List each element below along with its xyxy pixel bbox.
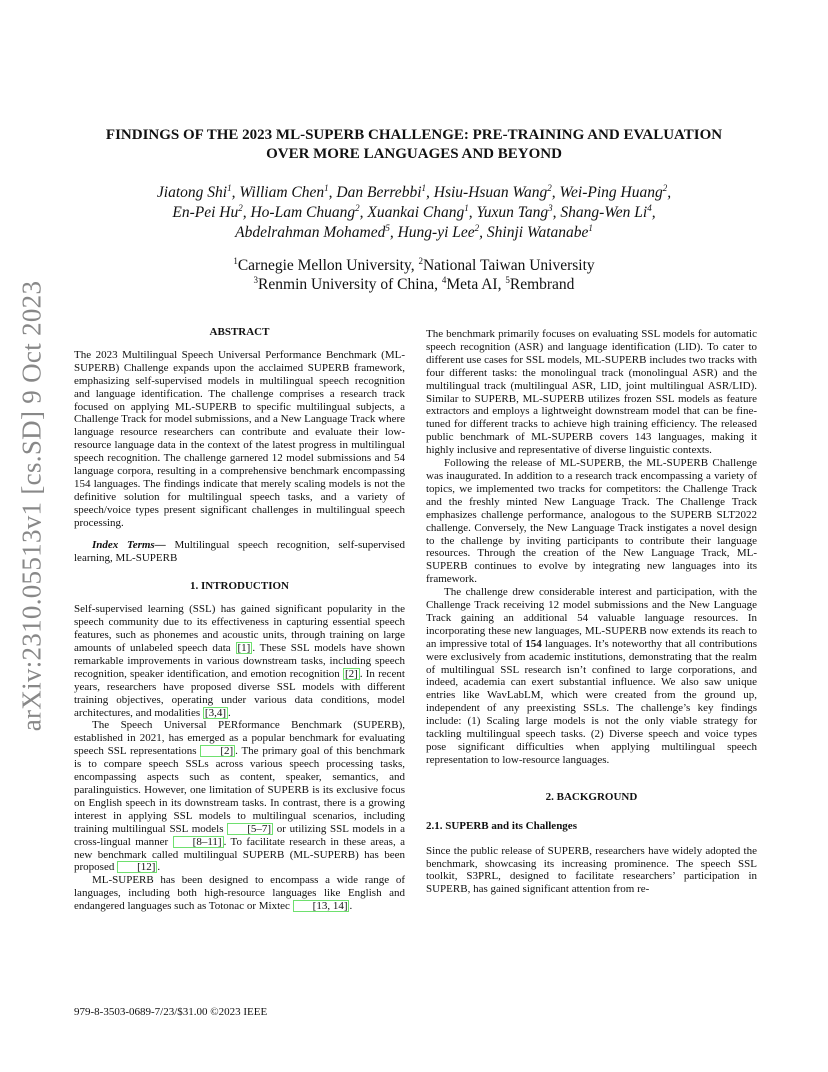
citation-link[interactable]: [8–11]	[173, 836, 224, 848]
arxiv-stamp	[8, 280, 56, 732]
citation-link[interactable]: [12]	[117, 861, 157, 873]
citation-link[interactable]: [1]	[237, 642, 251, 655]
subsection-heading: 2.1. SUPERB and its Challenges	[426, 819, 577, 832]
affiliations	[60, 256, 768, 294]
citation-link[interactable]: [2]	[200, 745, 235, 757]
citation-link[interactable]: [13, 14]	[293, 900, 350, 912]
index-terms: Index Terms— Multilingual speech recognition, self-supervised learning, ML-SUPERB	[74, 538, 405, 564]
paper-title	[60, 126, 768, 164]
title-line-2: OVER MORE LANGUAGES AND BEYOND	[266, 146, 562, 162]
left-column	[74, 326, 405, 913]
intro-paragraph-3: ML-SUPERB has been designed to encompass a wide range of languages, including both high-resource languages like English and endangered languages such as Totonac or Mixtec [13, 14] .	[74, 874, 405, 913]
title-line-1: FINDINGS OF THE 2023 ML-SUPERB CHALLENGE: PRE-TRAINING AND EVALUATION	[105, 127, 723, 143]
author-line-3: Abdelrahman Mohamed$^5$, Hung-yi Lee$^2$, Shinji Watanabe$^1$	[235, 223, 593, 241]
arxiv-identifier: arXiv:2310.05513v1 [cs.SD] 9 Oct 2023	[16, 280, 47, 732]
citation-link[interactable]: [5–7]	[227, 823, 273, 835]
author-list	[60, 183, 768, 243]
intro-paragraph-1: Self-supervised learning (SSL) has gained significant popularity in the speech community due to its effectiveness in capturing essential speech features, such as phonemes and acoustic units, through training on large amounts of unlabeled speech data [1] . These SSL models have shown remarkable improvements in various downstream tasks, including speech recognition, speaker identification, and emotion recognition [2] . In recent years, researchers have proposed diverse SSL models with different training objectives, operating under various data conditions, model architectures, and modalities [3,4] .	[74, 603, 405, 719]
citation-link[interactable]: [2]	[345, 667, 358, 680]
right-paragraph-1: The benchmark primarily focuses on evaluating SSL models for automatic speech recognition (ASR) and language identification (LID). To cater to different use cases for SSL models, ML-SUPERB includes two tracks with four different tasks: the monolingual track (monolingual ASR) and the multilingual track (multilingual ASR, LID, joint multilingual ASR/LID). Similar to SUPERB, ML-SUPERB utilizes frozen SSL models as feature extractors and employs a lightweight downstream model that can be fine-tuned for different tracks to achieve high training efficiency. The released public benchmark of ML-SUPERB covers 143 languages, making it highly inclusive and representative of diverse linguistic contexts.	[426, 328, 757, 457]
citation-link[interactable]: [3,4]	[204, 706, 226, 719]
abstract-body: The 2023 Multilingual Speech Universal Performance Benchmark (ML-SUPERB) Challenge expands upon the acclaimed SUPERB framework, emphasizing self-supervised models in multilingual speech recognition and language identification. The challenge comprises a research track focused on applying ML-SUPERB to specific multilingual subjects, a Challenge Track for model submissions, and a New Language Track where language resource researchers can contribute and evaluate their low-resource language data in the context of the latest progress in multilingual speech recognition. The challenge garnered 12 model submissions and 54 language corpora, resulting in a comprehensive benchmark encompassing 154 languages. The findings indicate that merely scaling models is not the definitive solution for multilingual speech tasks, and a variety of speech/voice types present significant challenges in multilingual speech processing.	[74, 348, 405, 529]
copyright-footer: 979-8-3503-0689-7/23/$31.00 ©2023 IEEE	[74, 1006, 268, 1018]
abstract-heading: ABSTRACT	[209, 326, 270, 338]
affiliation-line-1: $^1$Carnegie Mellon University, $^2$National Taiwan University	[233, 256, 595, 274]
author-line-2: En-Pei Hu$^2$, Ho-Lam Chuang$^2$, Xuankai Chang$^1$, Yuxun Tang$^3$, Shang-Wen Li$^4$,	[172, 203, 656, 221]
right-column	[426, 328, 757, 896]
affiliation-line-2: $^3$Renmin University of China, $^4$Meta AI, $^5$Rembrand	[253, 275, 575, 293]
intro-paragraph-2: The Speech Universal PERformance Benchmark (SUPERB), established in 2021, has emerged as a popular benchmark for evaluating speech SSL representations [2] . The primary goal of this benchmark is to compare speech SSLs across various speech processing tasks, encompassing aspects such as content, speaker, semantics, and paralinguistics. However, one limitation of SUPERB is its exclusive focus on English speech in its downstream tasks. In contrast, there is a growing interest in applying SSL models to multilingual scenarios, including training multilingual SSL models [5–7] or utilizing SSL models in a cross-lingual manner [8–11] . To facilitate research in these areas, a new benchmark called multilingual SUPERB (ML-SUPERB) has been proposed [12] .	[74, 719, 406, 874]
background-heading: 2. BACKGROUND	[545, 790, 638, 803]
right-paragraph-2: Following the release of ML-SUPERB, the ML-SUPERB Challenge was inaugurated. In addition to a research track encompassing a variety of topics, we implemented two tracks for competitors: the Challenge Track and the freshly minted New Language Track. The Challenge Track emphasizes challenge performance, analogous to the SUPERB SLT2022 challenge. Conversely, the New Language Track instigates a novel design to the challenge by inviting participants to contribute their language resources. Through the creation of the New Language Track, ML-SUPERB continues to evolve by integrating new languages into its framework.	[426, 457, 757, 586]
author-line-1: Jiatong Shi$^1$, William Chen$^1$, Dan Berrebbi$^1$, Hsiu-Hsuan Wang$^2$, Wei-Ping Huang$^2$,	[156, 183, 672, 201]
background-paragraph-1: Since the public release of SUPERB, researchers have widely adopted the benchmark, showcasing its increasing prominence. The speech SSL toolkit, S3PRL, designed to facilitate researchers’ participation in SUPERB, has gained significant attention from re-	[426, 844, 757, 896]
introduction-heading: 1. INTRODUCTION	[189, 580, 289, 593]
right-paragraph-3: The challenge drew considerable interest and participation, with the Challenge Track receiving 12 model submissions and the New Language Track gaining an additional 54 valuable language resources. In incorporating these new languages, ML-SUPERB now extends its reach to an impressive total of 154 languages. It’s noteworthy that all contributions were exclusively from academic institutions, demonstrating that the realm of multilingual SSL research isn’t confined to large corporations, and indeed, academia can exert substantial influence. We also saw unique entries like WavLabLM, which were created from the ground up, independent of any preexisting SSLs. The challenge’s key findings include: (1) Scaling large models is not the only viable strategy for tackling multilingual speech tasks. (2) Diverse speech and voice types pose significant difficulties when applying multilingual speech representation to low-resource languages.	[426, 586, 757, 766]
